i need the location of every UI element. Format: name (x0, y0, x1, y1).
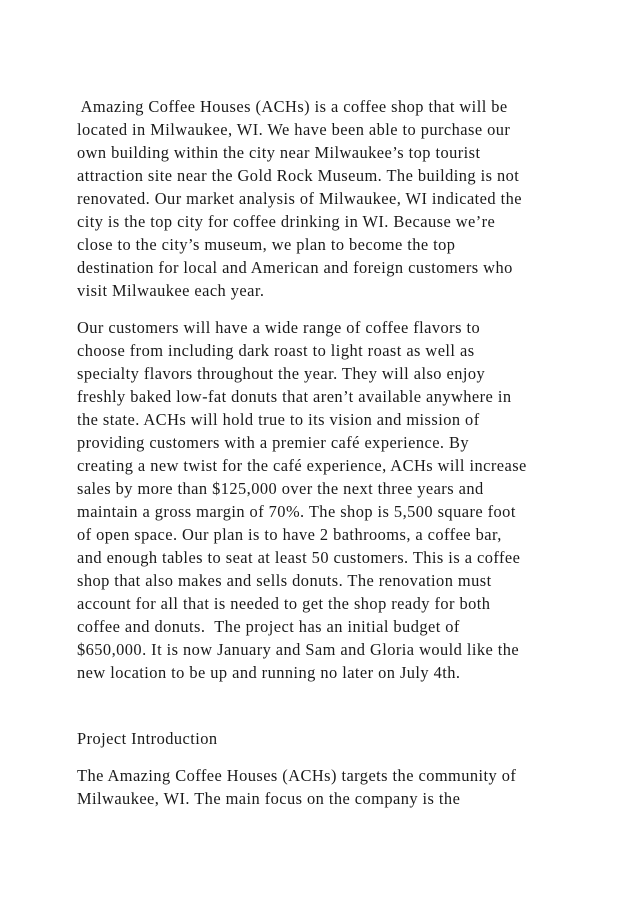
paragraph-1-line: renovated. Our market analysis of Milwaukee, WI indicated the (77, 189, 522, 208)
paragraph-2-line: providing customers with a premier café experience. By (77, 433, 470, 452)
paragraph-2-line: maintain a gross margin of 70%. The shop is 5,500 square foot (77, 502, 516, 521)
paragraph-2-line: freshly baked low-fat donuts that aren’t available anywhere in (77, 387, 512, 406)
paragraph-2-line: coffee and donuts. The project has an initial budget of (77, 617, 460, 636)
paragraph-2-line: new location to be up and running no later on July 4th. (77, 663, 461, 682)
paragraph-2-line: the state. ACHs will hold true to its vision and mission of (77, 410, 480, 429)
paragraph-2-line: sales by more than $125,000 over the next three years and (77, 479, 484, 498)
paragraph-2-line: of open space. Our plan is to have 2 bathrooms, a coffee bar, (77, 525, 502, 544)
paragraph-2-line: account for all that is needed to get the shop ready for both (77, 594, 491, 613)
paragraph-2-line: creating a new twist for the café experience, ACHs will increase (77, 456, 527, 475)
paragraph-1-line: visit Milwaukee each year. (77, 281, 265, 300)
paragraph-2-line: and enough tables to seat at least 50 customers. This is a coffee (77, 548, 521, 567)
paragraph-2-line: $650,000. It is now January and Sam and Gloria would like the (77, 640, 520, 659)
paragraph-1-line: attraction site near the Gold Rock Museum. The building is not (77, 166, 520, 185)
paragraph-1-line: own building within the city near Milwaukee’s top tourist (77, 143, 481, 162)
paragraph-1-line: close to the city’s museum, we plan to become the top (77, 235, 456, 254)
paragraph-2-line: shop that also makes and sells donuts. The renovation must (77, 571, 492, 590)
section-heading: Project Introduction (77, 729, 218, 748)
paragraph-1-line: city is the top city for coffee drinking in WI. Because we’re (77, 212, 496, 231)
paragraph-3-line: The Amazing Coffee Houses (ACHs) targets the community of (77, 766, 517, 785)
paragraph-3-line: Milwaukee, WI. The main focus on the company is the (77, 789, 461, 808)
paragraph-2-line: Our customers will have a wide range of coffee flavors to (77, 318, 481, 337)
paragraph-2-line: specialty flavors throughout the year. They will also enjoy (77, 364, 486, 383)
paragraph-1-line: located in Milwaukee, WI. We have been able to purchase our (77, 120, 511, 139)
paragraph-1-line: destination for local and American and foreign customers who (77, 258, 513, 277)
paragraph-2-line: choose from including dark roast to light roast as well as (77, 341, 475, 360)
paragraph-1-line: Amazing Coffee Houses (ACHs) is a coffee shop that will be (77, 97, 508, 116)
